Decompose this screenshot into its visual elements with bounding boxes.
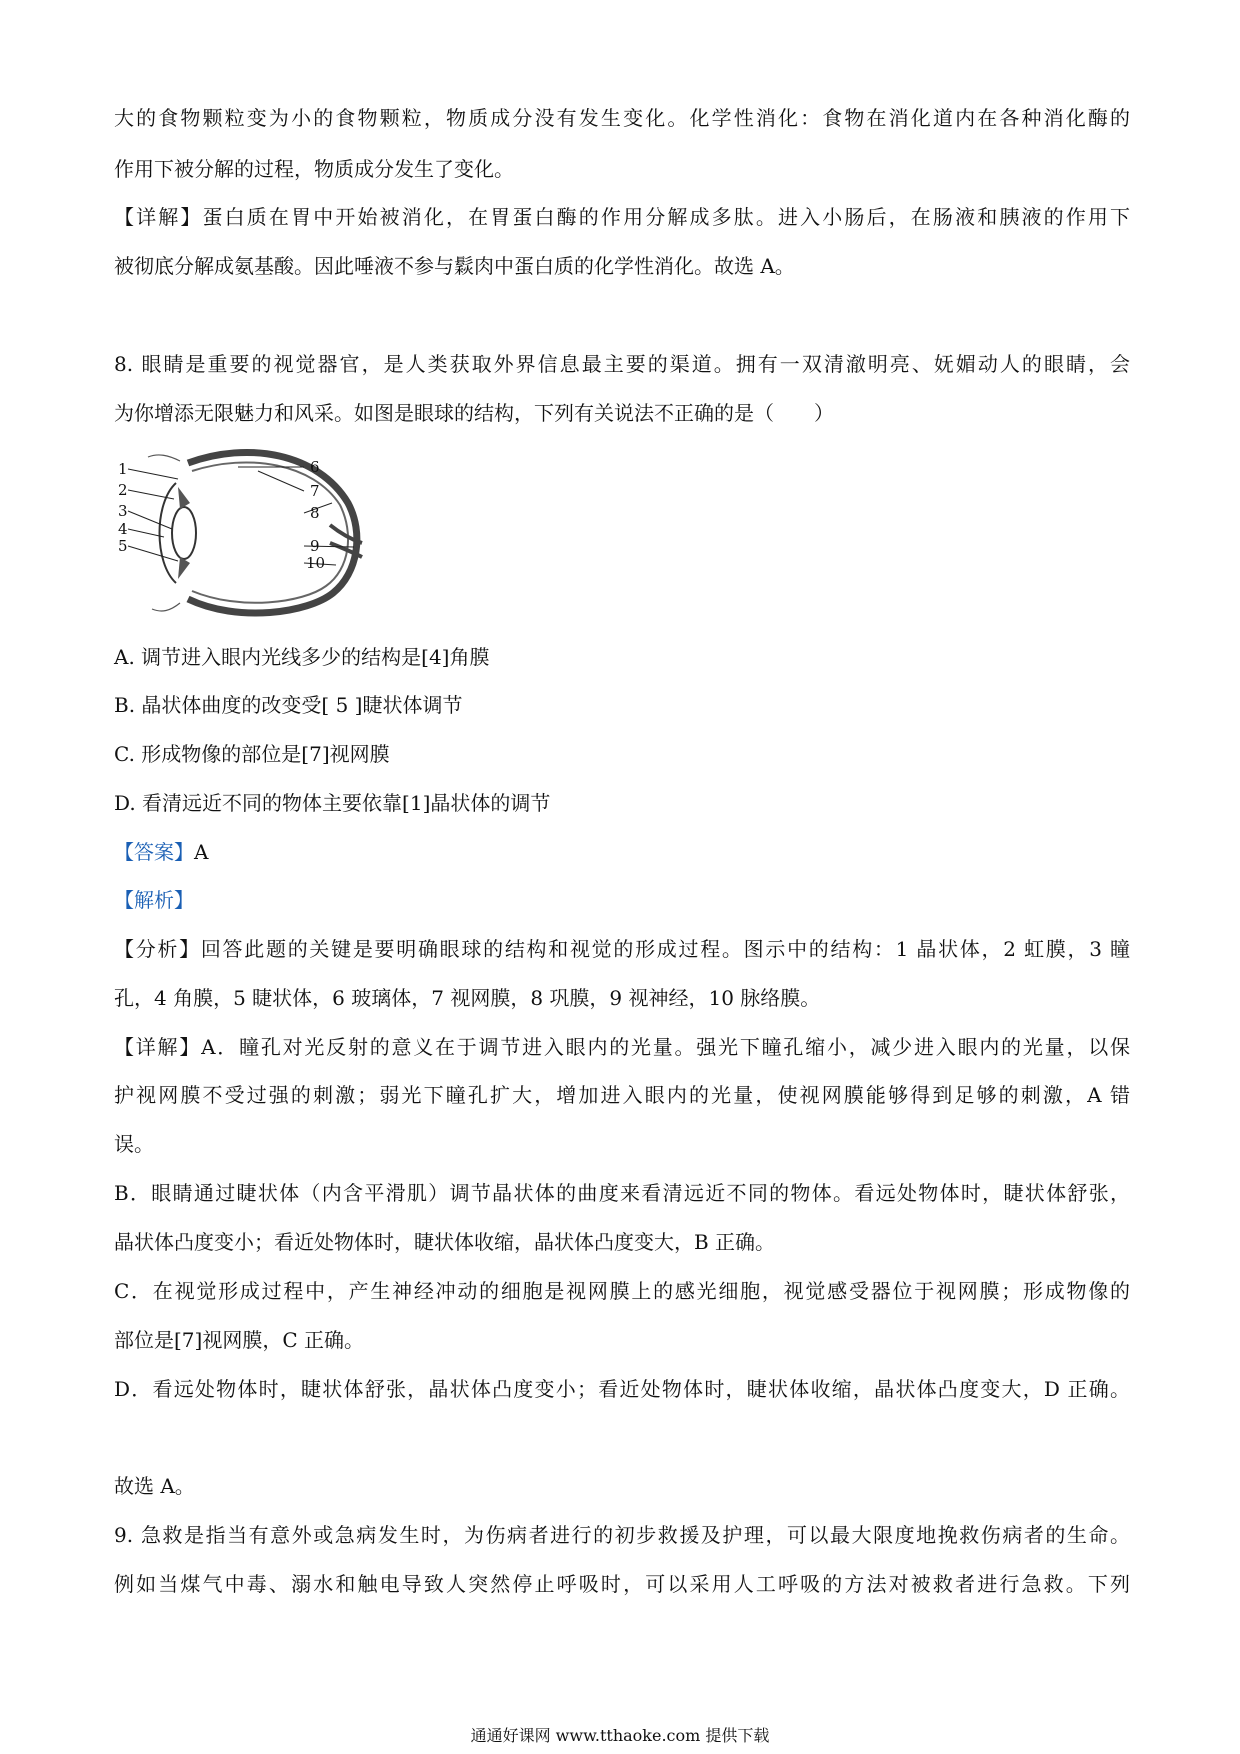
eyelid-sketch	[148, 455, 180, 461]
figure-label: 2	[118, 481, 128, 499]
figure-label: 1	[118, 460, 128, 478]
lens-shape	[172, 507, 196, 559]
page-footer: 通通好课网 www.tthaoke.com 提供下载	[470, 1726, 770, 1745]
iris-bottom	[178, 557, 190, 579]
retina-outline	[192, 462, 348, 602]
detail-paragraph: B．眼睛通过睫状体（内含平滑肌）调节晶状体的曲度来看清远近不同的物体。看远处物体时，睫状体舒张，	[114, 1181, 1130, 1205]
sclera-outline	[188, 452, 357, 613]
analysis-tag: 【解析】	[114, 888, 194, 912]
eyelid-sketch	[152, 603, 180, 611]
figure-label: 3	[118, 502, 128, 520]
iris-top	[178, 487, 190, 509]
figure-label: 8	[310, 504, 320, 522]
option-b: B. 晶状体曲度的改变受[ 5 ]睫状体调节	[114, 693, 463, 717]
figure-label: 6	[310, 458, 320, 476]
question-8-stem: 为你增添无限魅力和风采。如图是眼球的结构，下列有关说法不正确的是（ ）	[114, 401, 834, 425]
figure-label: 10	[306, 554, 326, 572]
text-line: 作用下被分解的过程，物质成分发生了变化。	[114, 157, 514, 181]
question-8-stem: 8. 眼睛是重要的视觉器官，是人类获取外界信息最主要的渠道。拥有一双清澈明亮、妩媚动人的眼睛，会	[114, 352, 1130, 376]
detail-paragraph: 晶状体凸度变小；看近处物体时，睫状体收缩，晶状体凸度变大，B 正确。	[114, 1230, 776, 1254]
figure-label: 4	[118, 520, 128, 538]
detail-paragraph: D．看远处物体时，睫状体舒张，晶状体凸度变小；看近处物体时，睫状体收缩，晶状体凸度变大，D 正确。	[114, 1377, 1130, 1401]
detail-paragraph: 部位是[7]视网膜，C 正确。	[114, 1328, 364, 1352]
eyeball-structure-diagram	[118, 443, 368, 619]
answer-value: A	[194, 840, 209, 864]
text-line: 被彻底分解成氨基酸。因此唾液不参与鬏肉中蛋白质的化学性消化。故选 A。	[114, 254, 795, 278]
detail-paragraph: 误。	[114, 1132, 154, 1156]
text-line: 大的食物颗粒变为小的食物颗粒，物质成分没有发生变化。化学性消化：食物在消化道内在各种消化酶的	[114, 106, 1130, 130]
detail-paragraph: 【详解】A．瞳孔对光反射的意义在于调节进入眼内的光量。强光下瞳孔缩小，减少进入眼内的光量，以保	[114, 1035, 1130, 1059]
option-a: A. 调节进入眼内光线多少的结构是[4]角膜	[114, 645, 490, 669]
option-c: C. 形成物像的部位是[7]视网膜	[114, 742, 390, 766]
answer-tag: 【答案】	[114, 840, 194, 864]
figure-label: 5	[118, 537, 128, 555]
detail-paragraph: 【详解】蛋白质在胃中开始被消化，在胃蛋白酶的作用分解成多肽。进入小肠后，在肠液和胰液的作用下	[114, 205, 1130, 229]
detail-paragraph: 护视网膜不受过强的刺激；弱光下瞳孔扩大，增加进入眼内的光量，使视网膜能够得到足够的刺激，A 错	[114, 1083, 1130, 1107]
analysis-paragraph: 【分析】回答此题的关键是要明确眼球的结构和视觉的形成过程。图示中的结构：1 晶状体，2 虹膜，3 瞳	[114, 937, 1130, 961]
conclusion: 故选 A。	[114, 1474, 195, 1498]
option-d: D. 看清远近不同的物体主要依靠[1]晶状体的调节	[114, 791, 551, 815]
answer-line	[114, 838, 208, 866]
detail-paragraph: C．在视觉形成过程中，产生神经冲动的细胞是视网膜上的感光细胞，视觉感受器位于视网膜；形成物像的	[114, 1279, 1130, 1303]
figure-label: 7	[310, 482, 320, 500]
question-9-stem: 9. 急救是指当有意外或急病发生时，为伤病者进行的初步救援及护理，可以最大限度地挽救伤病者的生命。	[114, 1523, 1130, 1547]
figure-label: 9	[310, 537, 320, 555]
analysis-paragraph: 孔，4 角膜，5 睫状体，6 玻璃体，7 视网膜，8 巩膜，9 视神经，10 脉络膜。	[114, 986, 821, 1010]
question-9-stem: 例如当煤气中毒、溺水和触电导致人突然停止呼吸时，可以采用人工呼吸的方法对被救者进行急救。下列	[114, 1572, 1130, 1596]
